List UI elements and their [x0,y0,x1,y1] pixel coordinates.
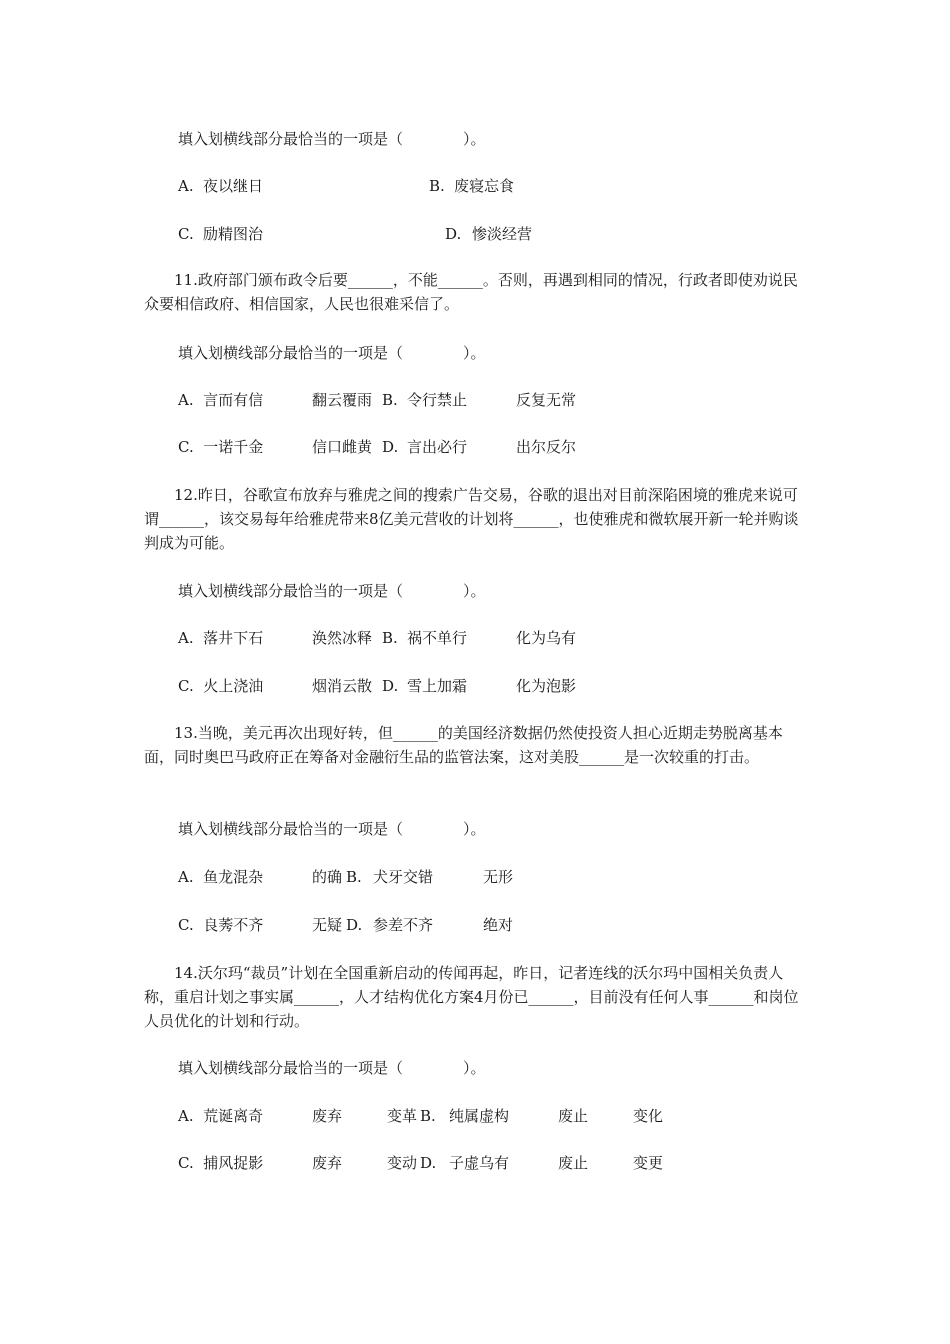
q11-option-d-label: D. [382,438,399,456]
q12-option-d-second: 化为泡影 [516,677,577,695]
q12-option-b-label: B. [382,629,398,647]
q14-option-a-third: 变革 [387,1107,418,1125]
q14-option-d-second: 废止 [558,1154,589,1172]
q13-option-b-second: 无形 [483,868,514,886]
q14-option-d: 子虚乌有 [449,1154,510,1172]
q12-option-c-second: 烟消云散 [312,677,373,695]
q14-option-a: A. 荒诞离奇 [178,1107,264,1125]
question-14-prompt: 填入划横线部分最恰当的一项是（ ）。 [178,1059,486,1077]
q13-option-a-second: 的确 [312,868,343,886]
option-d-label: D. [445,225,462,243]
q11-option-b-label: B. [382,391,398,409]
q13-option-b-label: B. [346,868,362,886]
q14-option-b-second: 废止 [558,1107,589,1125]
q12-option-b: 祸不单行 [407,629,468,647]
q14-option-c-third: 变动 [387,1154,418,1172]
q14-option-b-label: B. [420,1107,436,1125]
option-c: 励精图治 [203,225,264,243]
option-a: 夜以继日 [203,177,264,195]
q12-option-b-second: 化为乌有 [516,629,577,647]
q13-option-b: 犬牙交错 [373,868,434,886]
q13-option-d: 参差不齐 [373,916,434,934]
q14-option-d-label: D. [420,1154,437,1172]
q14-option-c: C. 捕风捉影 [178,1154,264,1172]
question-14-text: 14.沃尔玛“裁员”计划在全国重新启动的传闻再起，昨日，记者连线的沃尔玛中国相关负责人称，重启计划之事实属______，人才结构优化方案4月份已______，目前没有任何人事______和岗位人员优化的计划和行动。 [144,964,799,1030]
question-13-prompt: 填入划横线部分最恰当的一项是（ ）。 [178,820,486,838]
q13-option-c: C. 良莠不齐 [178,916,264,934]
option-a-label: A. [178,177,194,195]
q12-option-d-label: D. [382,677,399,695]
option-d: 惨淡经营 [472,225,533,243]
q11-option-a-second: 翻云覆雨 [312,391,373,409]
q14-option-d-third: 变更 [633,1154,664,1172]
q11-option-d: 言出必行 [407,438,468,456]
q14-option-c-second: 废弃 [312,1154,343,1172]
question-prompt: 填入划横线部分最恰当的一项是（ ）。 [178,130,486,148]
q11-option-a: A. 言而有信 [178,391,264,409]
q12-option-c: C. 火上浇油 [178,677,264,695]
q13-option-d-second: 绝对 [483,916,514,934]
option-b: 废寝忘食 [454,177,515,195]
q13-option-a: A. 鱼龙混杂 [178,868,264,886]
q11-option-d-second: 出尔反尔 [516,438,577,456]
q11-option-c-second: 信口雌黄 [312,438,373,456]
q13-option-d-label: D. [346,916,363,934]
q11-option-c: C. 一诺千金 [178,438,264,456]
q11-option-b-second: 反复无常 [516,391,577,409]
question-12-text: 12.昨日，谷歌宣布放弃与雅虎之间的搜索广告交易，谷歌的退出对目前深陷困境的雅虎来说可谓______，该交易每年给雅虎带来8亿美元营收的计划将______，也使雅虎和微软展开新一轮并购谈判成为可能。 [144,486,799,552]
q11-option-b: 令行禁止 [407,391,468,409]
option-b-label: B. [429,177,445,195]
q12-option-a-second: 涣然冰释 [312,629,373,647]
q14-option-b: 纯属虚构 [449,1107,510,1125]
question-11-prompt: 填入划横线部分最恰当的一项是（ ）。 [178,344,486,362]
q12-option-d: 雪上加霜 [407,677,468,695]
q14-option-a-second: 废弃 [312,1107,343,1125]
q13-option-c-second: 无疑 [312,916,343,934]
option-c-label: C. [178,225,194,243]
question-13-text: 13.当晚，美元再次出现好转，但______的美国经济数据仍然使投资人担心近期走势脱离基本面，同时奥巴马政府正在筹备对金融衍生品的监管法案，这对美股______是一次较重的打击。 [144,724,783,766]
q14-option-b-third: 变化 [633,1107,664,1125]
question-11-text: 11.政府部门颁布政令后要______，不能______。否则，再遇到相同的情况，行政者即使劝说民众要相信政府、相信国家，人民也很难采信了。 [144,271,798,313]
q12-option-a: A. 落井下石 [178,629,264,647]
question-12-prompt: 填入划横线部分最恰当的一项是（ ）。 [178,582,486,600]
